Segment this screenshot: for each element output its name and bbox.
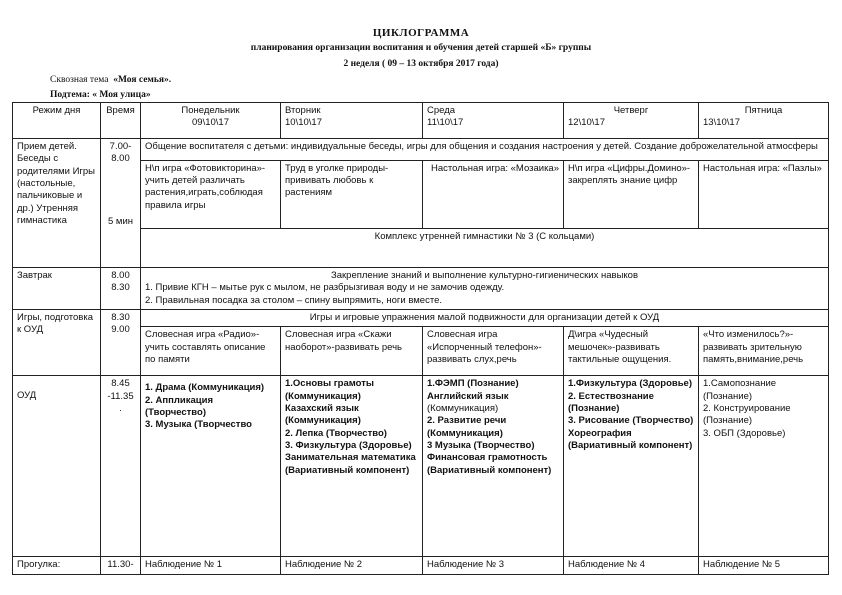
oud-item: (Коммуникация) <box>427 403 499 415</box>
morning-game-wed: Настольная игра: «Мозаика» <box>423 160 564 228</box>
oud-item: 1. Драма (Коммуникация) <box>145 382 265 394</box>
oud-item: 2. Аппликация (Творчество) <box>145 394 214 419</box>
oud-item: 2. Естествознание (Познание) <box>568 390 654 415</box>
oud-item: 1.Основы грамоты (Коммуникация) <box>285 378 375 402</box>
table-row <box>13 310 829 327</box>
day-date: 11\10\17 <box>427 117 464 129</box>
breakfast-cell <box>141 268 829 310</box>
oud-item: 1.Самопознание (Познание) <box>703 378 777 402</box>
time-value: 8.30 <box>111 312 130 324</box>
mode-morning: Прием детей. Беседы с родителями Игры (настольные, пальчиковые и др.) Утренняя гимнастика <box>13 139 101 268</box>
time-breakfast <box>101 268 141 310</box>
time-walk: 11.30- <box>101 557 141 574</box>
oud-item: 2. Конструирование (Познание) <box>703 403 791 427</box>
mode-breakfast: Завтрак <box>13 268 101 310</box>
oud-item: Занимательная математика (Вариативный компонент) <box>285 452 416 476</box>
walk-fri: Наблюдение № 5 <box>699 557 829 574</box>
mode-walk: Прогулка: <box>13 557 101 574</box>
oud-item: Английский язык <box>427 390 509 402</box>
day-header-thu <box>564 103 699 139</box>
breakfast-line-2: 2. Правильная посадка за столом – спину выпрямить, ноги вместе. <box>145 294 442 306</box>
time-value: 8.00 <box>111 270 130 281</box>
table-header-row <box>13 103 829 139</box>
games-oud-tue: Словесная игра «Скажи наоборот»-развивать речь <box>281 327 423 376</box>
time-value: 8.45 -11.35 <box>107 378 134 402</box>
col-time-header: Время <box>101 103 141 139</box>
time-value-2: 5 мин <box>107 215 133 227</box>
mode-oud: ОУД <box>13 376 101 557</box>
subtheme-label: Подтема: <box>50 90 90 100</box>
day-name: Вторник <box>285 105 321 116</box>
games-oud-thu: Д\игра «Чудесный мешочек»-развивать тактильные ощущения. <box>564 327 699 376</box>
time-value-2: 9.00 <box>111 324 130 336</box>
oud-item: 2. Лепка (Творчество) <box>285 427 387 439</box>
cyclogram-table <box>12 102 829 575</box>
doc-title: ЦИКЛОГРАММА <box>372 27 470 39</box>
mode-games-oud: Игры, подготовка к ОУД <box>13 310 101 376</box>
day-header-fri <box>699 103 829 139</box>
time-oud <box>101 376 141 557</box>
oud-item: 3. Физкультура (Здоровье) <box>285 440 412 452</box>
subtheme-value: « Моя улица» <box>92 90 151 100</box>
walk-tue: Наблюдение № 2 <box>281 557 423 574</box>
theme-line <box>50 75 171 85</box>
day-name: Четверг <box>613 105 649 116</box>
time-dot: . <box>119 403 122 415</box>
morning-communication: Общение воспитателя с детьми: индивидуальные беседы, игры для общения и создания настроения у детей. Создание доброжелательной атмосферы <box>141 139 829 161</box>
time-value-2: 8.30 <box>111 282 130 294</box>
day-date: 12\10\17 <box>568 117 605 129</box>
day-header-mon <box>141 103 281 139</box>
oud-item: 3 Музыка (Творчество) <box>427 440 535 452</box>
table-row <box>13 376 829 557</box>
morning-game-mon: Н\п игра «Фотовикторина»- учить детей различать растения,играть,соблюдая правила игры <box>141 160 281 228</box>
oud-item: 1.Физкультура (Здоровье) <box>568 378 693 390</box>
oud-mon <box>141 376 281 557</box>
day-date: 09\10\17 <box>192 117 229 129</box>
games-oud-mon: Словесная игра «Радио»- учить составлять описание по памяти <box>141 327 281 376</box>
table-row <box>13 139 829 161</box>
theme-value: «Моя семья». <box>113 75 172 85</box>
day-date: 10\10\17 <box>285 117 322 129</box>
oud-item: Казахский язык (Коммуникация) <box>285 403 361 427</box>
walk-wed: Наблюдение № 3 <box>423 557 564 574</box>
table-row <box>13 557 829 574</box>
day-name: Понедельник <box>181 105 240 116</box>
games-oud-fri: «Что изменилось?»- развивать зрительную память,внимание,речь <box>699 327 829 376</box>
oud-wed <box>423 376 564 557</box>
time-value: 7.00-8.00 <box>109 141 132 165</box>
oud-thu <box>564 376 699 557</box>
day-date: 13\10\17 <box>703 117 740 129</box>
time-morning <box>101 139 141 268</box>
subtheme-line <box>50 90 151 100</box>
oud-item: Финансовая грамотность (Вариативный компонент) <box>427 452 552 476</box>
morning-game-thu: Н\п игра «Цифры.Домино»- закреплять знание цифр <box>564 160 699 228</box>
theme-label: Сквозная тема <box>50 75 109 85</box>
doc-week: 2 неделя ( 09 – 13 октября 2017 года) <box>343 59 499 69</box>
breakfast-line-1: 1. Привие КГН – мытье рук с мылом, не разбрызгивая воду и не замочив одежду. <box>145 282 505 294</box>
morning-game-fri: Настольная игра: «Пазлы» <box>699 160 829 228</box>
walk-thu: Наблюдение № 4 <box>564 557 699 574</box>
day-header-tue <box>281 103 423 139</box>
games-oud-wed: Словесная игра «Испорченный телефон»- развивать слух,речь <box>423 327 564 376</box>
oud-item: 3. ОБП (Здоровье) <box>703 427 786 439</box>
oud-item: 2. Развитие речи (Коммуникация) <box>427 415 507 439</box>
morning-game-tue: Труд в уголке природы- прививать любовь к растениям <box>281 160 423 228</box>
table-row <box>13 268 829 310</box>
doc-subtitle: планирования организации воспитания и обучения детей старшей «Б» группы <box>250 43 592 53</box>
walk-mon: Наблюдение № 1 <box>141 557 281 574</box>
time-games-oud <box>101 310 141 376</box>
oud-item: 1.ФЭМП (Познание) <box>427 378 519 390</box>
morning-gymnastics: Комплекс утренней гимнастики № 3 (С кольцами) <box>141 229 829 268</box>
oud-item: 3. Рисование (Творчество) <box>568 415 694 427</box>
day-name: Среда <box>427 105 456 116</box>
games-oud-title: Игры и игровые упражнения малой подвижности для организации детей к ОУД <box>141 310 829 327</box>
oud-tue <box>281 376 423 557</box>
oud-item: 3. Музыка (Творчество <box>145 419 252 431</box>
oud-fri <box>699 376 829 557</box>
col-mode-header: Режим дня <box>13 103 101 139</box>
oud-item: Хореография (Вариативный компонент) <box>568 427 693 452</box>
day-name: Пятница <box>744 105 783 116</box>
day-header-wed <box>423 103 564 139</box>
breakfast-title: Закрепление знаний и выполнение культурно-гигиенических навыков <box>330 270 638 281</box>
